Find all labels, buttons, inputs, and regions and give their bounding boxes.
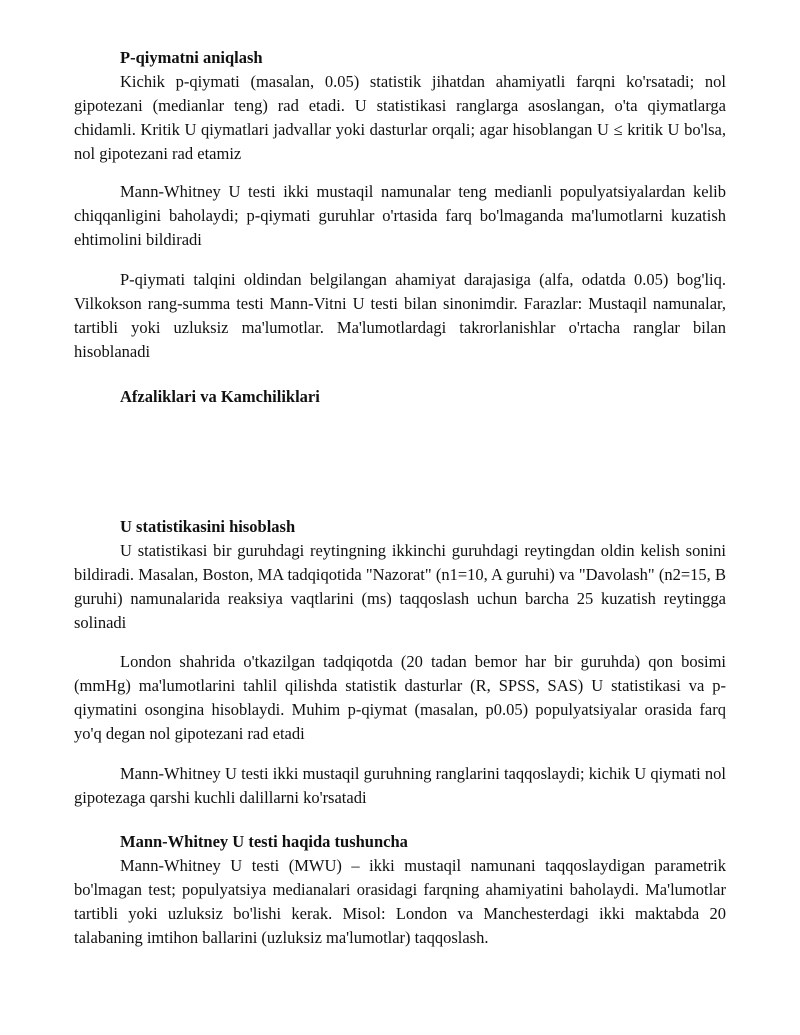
section-heading-mwu-concept: Mann-Whitney U testi haqida tushuncha (120, 832, 408, 851)
section-heading-pros-cons: Afzaliklari va Kamchiliklari (120, 387, 320, 406)
section-heading-u-statistic: U statistikasini hisoblash (120, 517, 296, 536)
paragraph-p-value-2: Mann-Whitney U testi ikki mustaqil namunalar teng medianli populyatsiyalardan kelib chiqqanligini baholaydi; p-qiymati guruhlar o'rtasida farq bo'lmaganda ma'lumotlarni kuzatish ehtimolini bildiradi (74, 182, 726, 249)
paragraph-u-statistic-1: U statistikasi bir guruhdagi reytingning ikkinchi guruhdagi reytingdan oldin kelish sonini bildiradi. Masalan, Boston, MA tadqiqotida "Nazorat" (n1=10, A guruhi) va "Davolash" (n2=15, B guruhi) namunalarida reaksiya vaqtlarini (ms) taqqoslash uchun barcha 25 kuzatish reytingga solinadi (74, 541, 726, 632)
paragraph-u-statistic-2: London shahrida o'tkazilgan tadqiqotda (20 tadan bemor har bir guruhda) qon bosimi (mmHg) ma'lumotlarini tahlil qilishda statistik dasturlar (R, SPSS, SAS) U statistikasi va p-qiymatini osongina hisoblaydi. Muhim p-qiymat (masalan, p0.05) populyatsiyalar orasida farq yo'q degan nol gipotezani rad etadi (74, 652, 726, 743)
paragraph-u-statistic-3: Mann-Whitney U testi ikki mustaqil guruhning ranglarini taqqoslaydi; kichik U qiymati nol gipotezaga qarshi kuchli dalillarni ko'rsatadi (74, 764, 726, 807)
section-heading-p-value: P-qiymatni aniqlash (120, 48, 263, 67)
paragraph-p-value-3: P-qiymati talqini oldindan belgilangan ahamiyat darajasiga (alfa, odatda 0.05) bog'liq. Vilkokson rang-summa testi Mann-Vitni U testi bilan sinonimdir. Farazlar: Mustaqil namunalar, tartibli yoki uzluksiz ma'lumotlar. Ma'lumotlardagi takrorlanishlar o'rtacha ranglar bilan hisoblanadi (74, 270, 726, 361)
paragraph-p-value-1: Kichik p-qiymati (masalan, 0.05) statistik jihatdan ahamiyatli farqni ko'rsatadi; nol gipotezani (medianlar teng) rad etadi. U statistikasi ranglarga asoslangan, o'ta qiymatlarga chidamli. Kritik U qiymatlari jadvallar yoki dasturlar orqali; agar hisoblangan U ≤ kritik U bo'lsa, nol gipotezani rad etamiz (74, 72, 726, 163)
paragraph-mwu-concept-1: Mann-Whitney U testi (MWU) – ikki mustaqil namunani taqqoslaydigan parametrik bo'lmagan test; populyatsiya medianalari orasidagi farqning ahamiyatini baholaydi. Ma'lumotlar tartibli yoki uzluksiz bo'lishi kerak. Misol: London va Manchesterdagi ikki maktabda 20 talabaning imtihon ballarini (uzluksiz ma'lumotlar) taqqoslash. (74, 856, 726, 947)
